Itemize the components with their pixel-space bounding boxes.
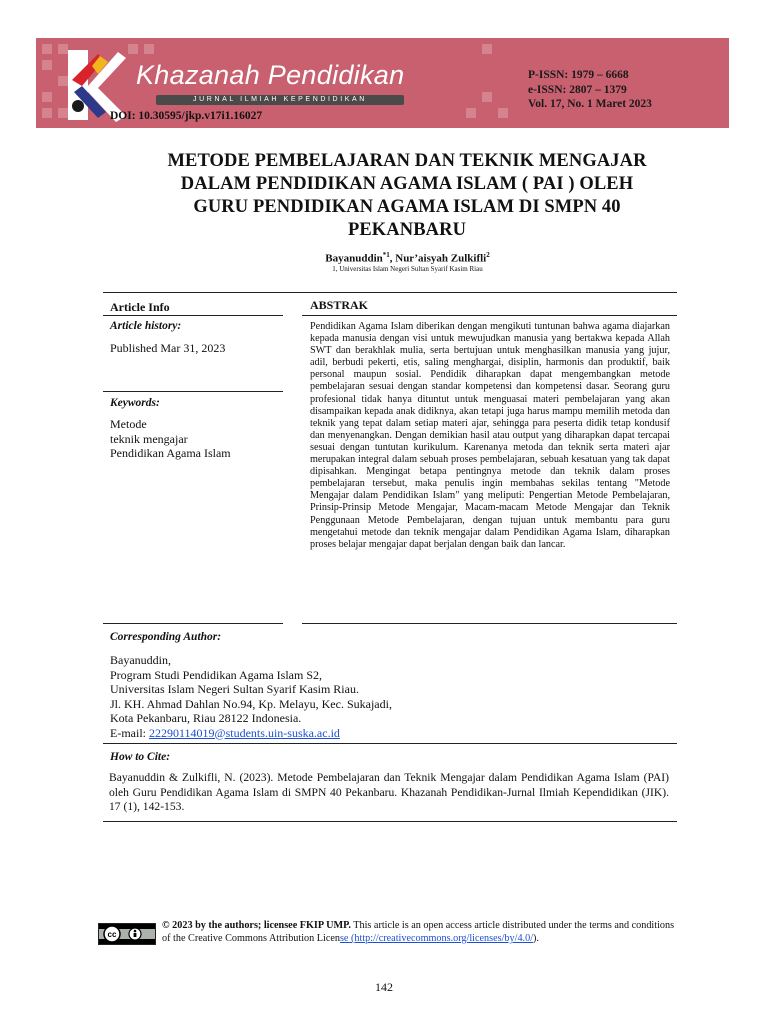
corresponding-bottom-rule (103, 743, 677, 744)
corresponding-author-heading: Corresponding Author: (110, 631, 222, 643)
title-line: GURU PENDIDIKAN AGAMA ISLAM DI SMPN 40 (193, 197, 621, 217)
keyword-item: teknik mengajar (110, 431, 188, 446)
abstract-heading-rule (302, 315, 677, 316)
affiliation: 1, Universitas Islam Negeri Sultan Syarif Kasim Riau (332, 265, 483, 273)
top-rule (103, 292, 677, 293)
issn-block (528, 68, 652, 112)
article-info-heading: Article Info (110, 300, 170, 314)
title-line: DALAM PENDIDIKAN AGAMA ISLAM ( PAI ) OLEH (180, 174, 634, 194)
article-history-label: Article history: (110, 320, 182, 332)
journal-subtitle: JURNAL ILMIAH KEPENDIDIKAN (156, 95, 404, 105)
author-second: Nur’aisyah Zulkifli (395, 252, 487, 265)
author-separator: , (389, 252, 396, 265)
corresponding-line: Kota Pekanbaru, Riau 28122 Indonesia. (110, 711, 302, 725)
citation-bottom-rule (103, 821, 677, 822)
author-second-sup: 2 (486, 251, 490, 259)
email-label: E-mail: (110, 725, 149, 740)
volume-issue: Vol. 17, No. 1 Maret 2023 (528, 98, 652, 110)
title-line: METODE PEMBELAJARAN DAN TEKNIK MENGAJAR (167, 151, 647, 171)
keyword-item: Pendidikan Agama Islam (110, 446, 231, 460)
authors (100, 251, 715, 265)
license-copyright: © 2023 by the authors; licensee FKIP UMP. (162, 920, 351, 931)
info-bottom-rule (103, 623, 283, 624)
corresponding-line: Program Studi Pendidikan Agama Islam S2, (110, 667, 322, 682)
license-body: This article is an open access article distributed under the terms and conditions of the Creative Commons Attribution Licen (162, 920, 675, 944)
info-heading-rule (103, 315, 283, 316)
info-mid-rule (103, 391, 283, 392)
email-link[interactable]: 22290114019@students.uin-suska.ac.id (149, 725, 340, 740)
corresponding-line: Bayanuddin, (110, 653, 171, 667)
corresponding-line: Universitas Islam Negeri Sultan Syarif Kasim Riau. (110, 682, 359, 696)
license-tail: ). (533, 933, 539, 944)
title-line: PEKANBARU (347, 220, 467, 240)
keyword-item: Metode (110, 417, 147, 431)
citation-text: Bayanuddin & Zulkifli, N. (2023). Metode Pembelajaran dan Teknik Mengajar dalam Pendidikan Agama Islam (PAI) oleh Guru Pendidikan Agama Islam di SMPN 40 Pekanbaru. Khazanah Pendidikan-Jurnal Ilmiah Kependidikan (JIK). 17 (1), 142-153. (109, 771, 669, 813)
abstract-text: Pendidikan Agama Islam diberikan dengan mengikuti tuntunan bahwa agama diajarkan kepada manusia dengan visi untuk mewujudkan manusia yang bertakwa kepada Allah SWT dan berakhlak mulia, serta bertujuan untuk menghasilkan manusia yang jujur, adil, berbudi pekerti, etis, saling menghargai, disiplin, harmonis dan produktif, baik personal maupun sosial. Pendidik diharapkan dapat mengembangkan metode pembelajaran sesuai dengan standar kompetensi dan kompetensi dasar. Seorang guru profesional tidak hanya dituntut untuk menguasai materi pembelajaran yang akan disampaikan kepada anak didiknya, akan tetapi juga harus mampu memilih metoda dan teknik yang tepat dalam setiap materi ajar, sehingga para peserta didik tetap kondusif dan menyenangkan. Dengan demikian hasil atau output yang diharapkan dapat tercapai sesuai dengan tuntutan kurikulum. Karenanya metoda dan teknik serta materi ajar merupakan integral dalam sebuah proses pembelajaran, sebuah kesatuan yang tak dapat dipisahkan. Mengingat betapa pentingnya metode dan teknik dalam proses pembelajaran tersebut, maka penulis ingin membahas sekilas tentang "Metode Mengajar dalam Pendidikan Islam" yang meliputi: Pengertian Metode Pembelajaran, Prinsip-Prinsip Metode Mengajar, Macam-macam Metode Mengajar dan Teknik Penggunaan Metode Pembelajaran, dengan tujuan untuk membantu para guru mengetahui metode dan teknik mengajar dalam Pendidikan Agama Islam, diharapkan proses belajar mengajar dapat berjalan dengan baik dan lancar. (310, 321, 670, 550)
how-to-cite-heading: How to Cite: (110, 751, 171, 763)
corresponding-author-details (110, 653, 392, 740)
published-date: Published Mar 31, 2023 (110, 341, 226, 355)
p-issn: P-ISSN: 1979 – 6668 (528, 69, 629, 81)
corresponding-line: Jl. KH. Ahmad Dahlan No.94, Kp. Melayu, Kec. Sukajadi, (110, 696, 392, 711)
email-line (110, 726, 392, 741)
cc-by-icon[interactable] (98, 923, 156, 945)
journal-name: Khazanah Pendidikan (136, 60, 405, 90)
author-first-sup: *1 (382, 251, 390, 259)
keywords-list (110, 417, 231, 461)
abstract-bottom-rule (302, 623, 677, 624)
author-first: Bayanuddin (325, 252, 383, 265)
doi: DOI: 10.30595/jkp.v17i1.16027 (110, 110, 263, 122)
e-issn: e-ISSN: 2807 – 1379 (528, 83, 627, 96)
license-text (162, 919, 682, 945)
svg-text:cc: cc (107, 930, 117, 939)
journal-header-banner (36, 38, 729, 128)
keywords-label: Keywords: (110, 397, 160, 409)
abstract-heading: ABSTRAK (310, 298, 369, 312)
page-number: 142 (375, 980, 393, 994)
article-title (120, 150, 694, 242)
license-link[interactable]: se (http://creativecommons.org/licenses/by/4.0/ (339, 933, 534, 944)
